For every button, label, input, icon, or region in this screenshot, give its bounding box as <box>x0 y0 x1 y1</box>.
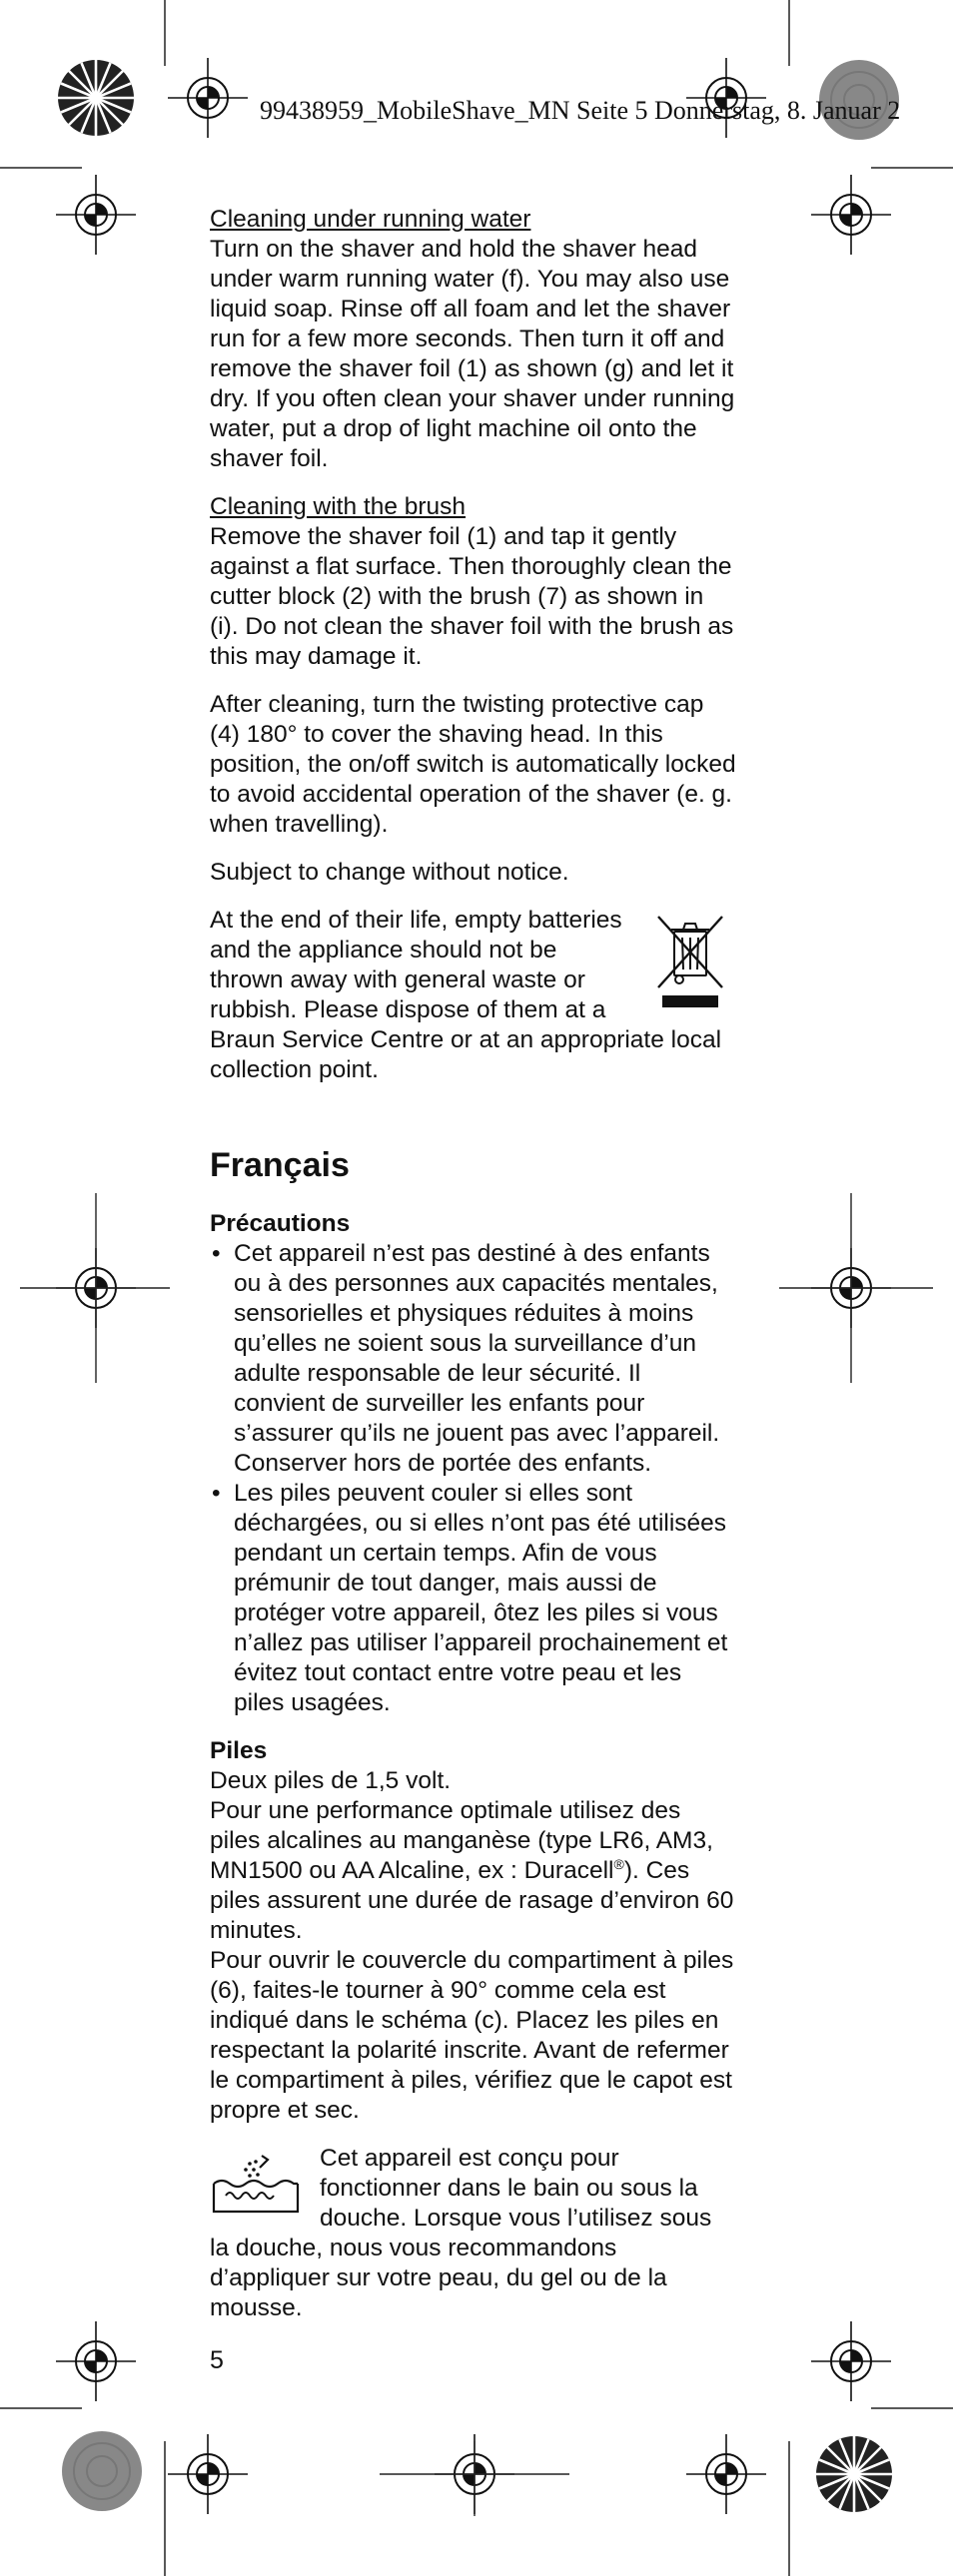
text-brush: Remove the shaver foil (1) and tap it gently against a flat surface. Then thoroughly clean the cutter block (2) with the brush (7) as shown in (i). Do not clean the shaver foil with the brush as this may damage it. <box>210 523 734 670</box>
color-wheel-icon <box>816 2436 892 2512</box>
registration-mark-icon <box>168 58 248 138</box>
section-running-water <box>210 205 737 474</box>
text-piles-performance <box>210 1797 733 1944</box>
section-disposal <box>210 906 737 1103</box>
language-title: Français <box>210 1146 350 1184</box>
registration-mark-icon <box>56 2321 136 2401</box>
registered-mark: ® <box>613 1855 624 1872</box>
heading-running-water: Cleaning under running water <box>210 206 531 233</box>
text-piles-open: Pour ouvrir le couvercle du compartiment à piles (6), faites-le tourner à 90° comme cela est indiqué dans le schéma (c). Placez les piles en respectant la polarité inscrite. Avant de refermer le compartiment à piles, vérifiez que le capot est propre et sec. <box>210 1947 734 2124</box>
registration-mark-icon <box>168 2434 248 2514</box>
text-shower: Cet appareil est conçu pour fonctionner dans le bain ou sous la douche. Lorsque vous l’utilisez sous la douche, nous vous recommandons d’appliquer sur votre peau, du gel ou de la mousse. <box>210 2145 712 2321</box>
registration-mark-icon <box>686 2434 766 2514</box>
shower-water-icon <box>210 2150 302 2220</box>
section-piles <box>210 1736 737 2126</box>
print-slug-header: 99438959_MobileShave_MN Seite 5 Donnerstag, 8. Januar 2 <box>260 96 901 125</box>
registration-mark-icon <box>811 2321 891 2401</box>
list-item: • Les piles peuvent couler si elles sont déchargées, ou si elles n’ont pas été utilisées pendant un certain temps. Afin de vous prémunir de tout danger, mais aussi de protéger votre appareil, ôtez les piles si vous n’allez pas utiliser l’appareil prochainement et évitez tout contact entre votre peau et les piles usagées. <box>210 1479 737 1718</box>
section-brush <box>210 492 737 672</box>
text-piles-performance-start: Pour une performance optimale utilisez des piles alcalines au manganèse (type LR6, AM3, MN1500 ou AA Alcaline, ex : Duracell <box>210 1797 713 1884</box>
text-running-water: Turn on the shaver and hold the shaver head under warm running water (f). You may also use liquid soap. Rinse off all foam and let the shaver run for a few more seconds. Then turn it off and remove the shaver foil (1) as shown (g) and let it dry. If you often clean your shaver under running water, put a drop of light machine oil onto the shaver foil. <box>210 236 735 472</box>
heading-precautions: Précautions <box>210 1210 351 1237</box>
text-disposal: At the end of their life, empty batteries and the appliance should not be thrown away with general waste or rubbish. Please dispose of them at a Braun Service Centre or at an appropriate local collection point. <box>210 907 722 1083</box>
crossed-out-wheelie-bin-icon <box>655 914 725 1013</box>
page-number: 5 <box>210 2346 224 2374</box>
text-piles-performance-end: ). Ces piles assurent une durée de rasage d’environ 60 minutes. <box>210 1857 734 1944</box>
section-shower <box>210 2144 737 2323</box>
registration-mark-icon <box>811 175 891 255</box>
list-item: • Cet appareil n’est pas destiné à des enfants ou à des personnes aux capacités mentales, sensorielles et physiques réduites à moins qu’elles ne soient sous la surveillance d’un adulte responsable de leur sécurité. Il convient de surveiller les enfants pour s’assurer qu’ils ne jouent pas avec l’appareil. Conserver hors de portée des enfants. <box>210 1239 737 1479</box>
registration-mark-icon <box>56 175 136 255</box>
text-piles-voltage: Deux piles de 1,5 volt. <box>210 1767 452 1794</box>
heading-piles: Piles <box>210 1737 268 1764</box>
color-wheel-icon <box>62 2431 142 2511</box>
precautions-list <box>210 1239 737 1718</box>
heading-brush: Cleaning with the brush <box>210 493 467 520</box>
text-after-cleaning: After cleaning, turn the twisting protective cap (4) 180° to cover the shaving head. In this position, the on/off switch is automatically locked to avoid accidental operation of the shaver (e. g. when travelling). <box>210 691 736 838</box>
text-subject-to-change: Subject to change without notice. <box>210 859 569 886</box>
color-wheel-icon <box>58 60 134 136</box>
page-content <box>210 205 737 2323</box>
